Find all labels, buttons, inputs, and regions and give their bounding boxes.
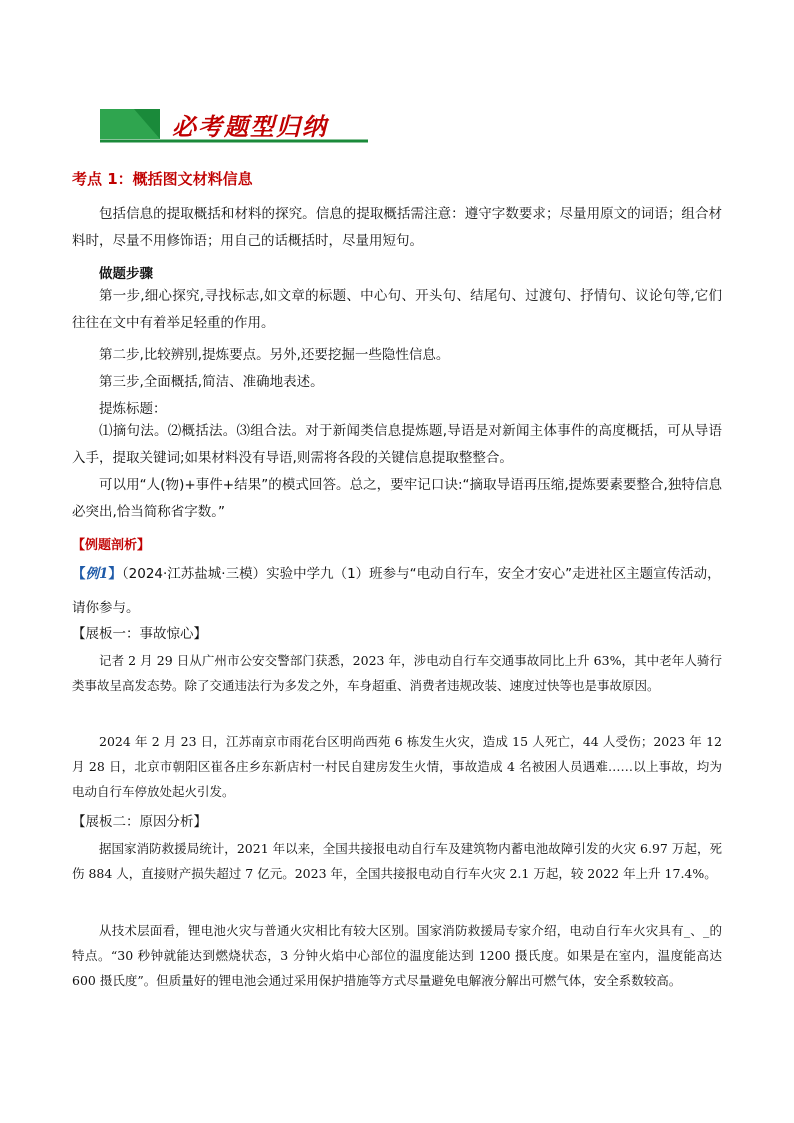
example-text-end: 请你参与。 bbox=[72, 600, 140, 616]
steps-title: 做题步骤 bbox=[99, 266, 153, 282]
step-one: 第一步,细心探究,寻找标志,如文章的标题、中心句、开头句、结尾句、过渡句、抒情句、议论句等,它们往往在文中有着举足轻重的作用。 bbox=[72, 288, 722, 331]
example-tag: 【例题剖析】 bbox=[72, 538, 151, 553]
example-label-close: 】 bbox=[108, 566, 122, 582]
panel-one-paragraph-1: 记者 2 月 29 日从广州市公安交警部门获悉，2023 年，涉电动自行车交通事故同比上升 63%，其中老年人骑行类事故呈高发态势。除了交通违法行为多发之外，车身超重、消费者违规改装、速度过快等也是事故原因。 bbox=[72, 653, 722, 693]
answer-formula: 可以用“人(物)+事件+结果”的模式回答。总之，要牢记口诀:“摘取导语再压缩,提炼要素要整合,独特信息必突出,恰当简称省字数。” bbox=[72, 477, 722, 520]
extract-title: 提炼标题： bbox=[99, 401, 167, 417]
section-banner bbox=[100, 103, 368, 143]
step-two: 第二步,比较辨别,提炼要点。另外,还要挖掘一些隐性信息。 bbox=[99, 347, 450, 363]
panel-two-paragraph-2: 从技术层面看，锂电池火灾与普通火灾相比有较大区别。国家消防救援局专家介绍，电动自行车火灾具有_、_的特点。“30 秒钟就能达到燃烧状态，3 分钟火焰中心部位的温度能达到 1200 摄氏度。如果是在室内，温度能高达 600 摄氏度”。但质量好的锂电池会通过采用保护措施等方式尽量避免电解液分解出可燃气体，安全系数较高。 bbox=[72, 923, 722, 988]
example-text: （2024·江苏盐城·三模）实验中学九（1）班参与“电动自行车，安全才安心”走进社区主题宣传活动， bbox=[121, 566, 721, 582]
example-question bbox=[72, 562, 721, 582]
step-three: 第三步,全面概括,简洁、准确地表述。 bbox=[99, 374, 324, 390]
panel-one-heading: 【展板一：事故惊心】 bbox=[72, 626, 207, 642]
example-label bbox=[86, 566, 109, 582]
example-number: 例1 bbox=[85, 566, 109, 582]
extract-methods: ⑴摘句法。⑵概括法。⑶组合法。对于新闻类信息提炼题,导语是对新闻主体事件的高度概括，可从导语入手，提取关键词;如果材料没有导语,则需将各段的关键信息提取整整合。 bbox=[72, 423, 722, 466]
section-heading: 考点 1：概括图文材料信息 bbox=[72, 170, 253, 188]
intro-paragraph: 包括信息的提取概括和材料的探究。信息的提取概括需注意：遵守字数要求；尽量用原文的词语；组合材料时，尽量不用修饰语；用自己的话概括时，尽量用短句。 bbox=[72, 206, 722, 249]
panel-one-paragraph-2: 2024 年 2 月 23 日，江苏南京市雨花台区明尚西苑 6 栋发生火灾，造成 15 人死亡，44 人受伤；2023 年 12 月 28 日，北京市朝阳区崔各庄乡东新店村一村民自建房发生火情，事故造成 4 名被困人员遇难……以上事故，均为电动自行车停放处起火引发。 bbox=[72, 734, 722, 799]
example-label-open: 【 bbox=[72, 566, 86, 582]
panel-two-heading: 【展板二：原因分析】 bbox=[72, 814, 207, 830]
panel-two-paragraph-1: 据国家消防救援局统计，2021 年以来，全国共接报电动自行车及建筑物内蓄电池故障引发的火灾 6.97 万起，死伤 884 人，直接财产损失超过 7 亿元。2023 年，全国共接报电动自行车火灾 2.1 万起，较 2022 年上升 17.4%。 bbox=[72, 841, 722, 881]
banner-title: 必考题型归纳 bbox=[172, 112, 328, 141]
